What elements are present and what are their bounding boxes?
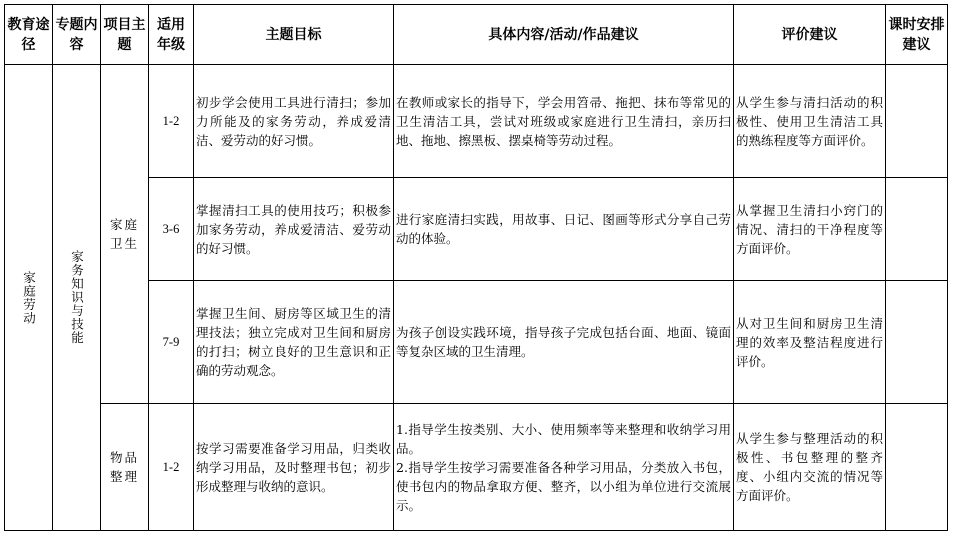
topic-cleaning: 家庭卫生 <box>101 65 149 404</box>
goal-cell: 按学习需要准备学习用品，归类收纳学习用品，及时整理书包；初步形成整理与收纳的意识。 <box>194 404 394 531</box>
pathway-cell <box>5 65 53 531</box>
activity-cell: 为孩子创设实践环境，指导孩子完成包括台面、地面、镜面等复杂区域的卫生清理。 <box>394 281 734 404</box>
activity-line: 2.指导学生按学习需要准备各种学习用品，分类放入书包，使书包内的物品拿取方便、整齐，以小组为单位进行交流展示。 <box>396 459 731 513</box>
hours-cell <box>886 65 948 178</box>
header-row <box>5 5 948 65</box>
grade-cell: 3-6 <box>149 178 194 281</box>
header-grade: 适用年级 <box>149 5 194 65</box>
header-activity: 具体内容/活动/作品建议 <box>394 5 734 65</box>
curriculum-table <box>4 4 948 531</box>
grade-cell: 7-9 <box>149 281 194 404</box>
content-text: 家务知识与技能 <box>69 250 85 345</box>
table-row <box>5 404 948 531</box>
header-goal: 主题目标 <box>194 5 394 65</box>
goal-cell: 掌握卫生间、厨房等区域卫生的清理技法；独立完成对卫生间和厨房的打扫；树立良好的卫生意识和正确的劳动观念。 <box>194 281 394 404</box>
header-hours: 课时安排建议 <box>886 5 948 65</box>
goal-cell: 初步学会使用工具进行清扫；参加力所能及的家务劳动，养成爱清洁、爱劳动的好习惯。 <box>194 65 394 178</box>
content-cell <box>53 65 101 531</box>
pathway-text: 家庭劳动 <box>21 270 37 325</box>
evaluation-cell: 从学生参与清扫活动的积极性、使用卫生清洁工具的熟练程度等方面评价。 <box>734 65 886 178</box>
header-topic: 项目主题 <box>101 5 149 65</box>
header-pathway: 教育途径 <box>5 5 53 65</box>
header-content: 专题内容 <box>53 5 101 65</box>
evaluation-cell: 从学生参与整理活动的积极性、书包整理的整齐度、小组内交流的情况等方面评价。 <box>734 404 886 531</box>
topic-organizing: 物品整理 <box>101 404 149 531</box>
activity-line: 1.指导学生按类别、大小、使用频率等来整理和收纳学习用品。 <box>396 421 731 456</box>
hours-cell <box>886 404 948 531</box>
evaluation-cell: 从对卫生间和厨房卫生清理的效率及整洁程度进行评价。 <box>734 281 886 404</box>
evaluation-cell: 从掌握卫生清扫小窍门的情况、清扫的干净程度等方面评价。 <box>734 178 886 281</box>
grade-cell: 1-2 <box>149 404 194 531</box>
header-evaluation: 评价建议 <box>734 5 886 65</box>
activity-cell <box>394 404 734 531</box>
goal-cell: 掌握清扫工具的使用技巧；积极参加家务劳动，养成爱清洁、爱劳动的好习惯。 <box>194 178 394 281</box>
grade-cell: 1-2 <box>149 65 194 178</box>
activity-cell: 在教师或家长的指导下，学会用笤帚、拖把、抹布等常见的卫生清洁工具，尝试对班级或家庭进行卫生清扫，亲历扫地、拖地、擦黑板、摆桌椅等劳动过程。 <box>394 65 734 178</box>
hours-cell <box>886 281 948 404</box>
table-row <box>5 65 948 178</box>
hours-cell <box>886 178 948 281</box>
activity-cell: 进行家庭清扫实践，用故事、日记、图画等形式分享自己劳动的体验。 <box>394 178 734 281</box>
